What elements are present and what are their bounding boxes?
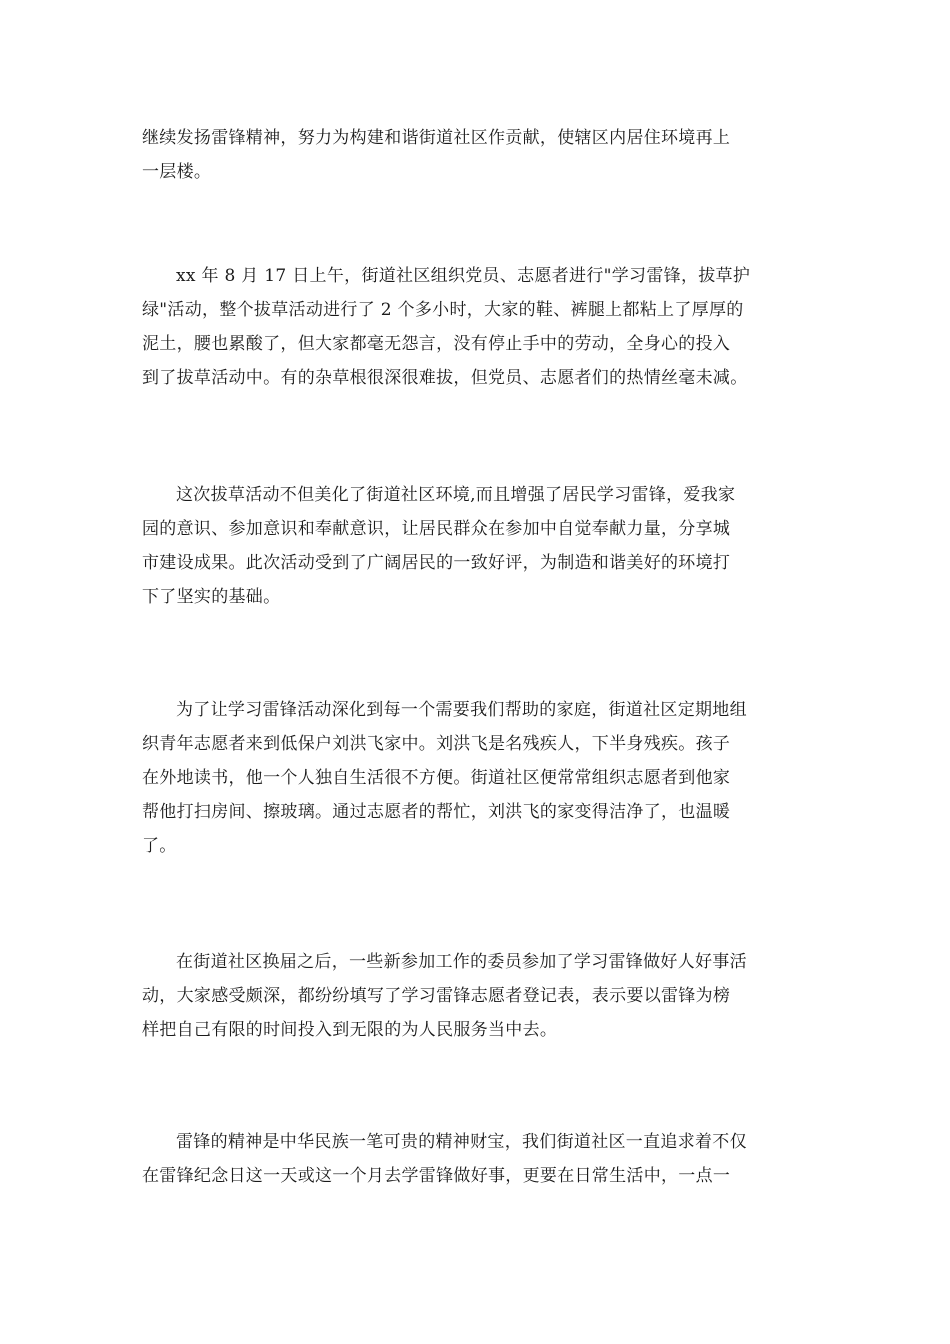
- paragraph-line: 下了坚实的基础。: [142, 587, 281, 607]
- paragraph-line: 一层楼。: [142, 162, 212, 182]
- paragraph-line: 在雷锋纪念日这一天或这一个月去学雷锋做好事，更要在日常生活中，一点一: [142, 1166, 731, 1186]
- paragraph-line: 在街道社区换届之后，一些新参加工作的委员参加了学习雷锋做好人好事活: [176, 952, 747, 972]
- paragraph-1: [142, 121, 810, 189]
- paragraph-line: 雷锋的精神是中华民族一笔可贵的精神财宝，我们街道社区一直追求着不仅: [176, 1132, 747, 1152]
- paragraph-line: xx 年 8 月 17 日上午，街道社区组织党员、志愿者进行"学习雷锋，拔草护: [176, 266, 751, 286]
- paragraph-line: 继续发扬雷锋精神，努力为构建和谐街道社区作贡献，使辖区内居住环境再上: [142, 128, 731, 148]
- paragraph-line: 样把自己有限的时间投入到无限的为人民服务当中去。: [142, 1020, 558, 1040]
- paragraph-5: [142, 945, 810, 1047]
- paragraph-line: 园的意识、参加意识和奉献意识，让居民群众在参加中自觉奉献力量，分享城: [142, 519, 731, 539]
- paragraph-line: 为了让学习雷锋活动深化到每一个需要我们帮助的家庭，街道社区定期地组: [176, 700, 747, 720]
- paragraph-line: 了。: [142, 836, 177, 856]
- paragraph-line: 动，大家感受颇深，都纷纷填写了学习雷锋志愿者登记表，表示要以雷锋为榜: [142, 986, 731, 1006]
- paragraph-line: 织青年志愿者来到低保户刘洪飞家中。刘洪飞是名残疾人，下半身残疾。孩子: [142, 734, 731, 754]
- paragraph-4: [142, 693, 810, 863]
- paragraph-line: 这次拔草活动不但美化了街道社区环境,而且增强了居民学习雷锋，爱我家: [176, 485, 736, 505]
- paragraph-line: 到了拔草活动中。有的杂草根很深很难拔，但党员、志愿者们的热情丝毫未减。: [142, 368, 748, 388]
- paragraph-line: 泥土，腰也累酸了，但大家都毫无怨言，没有停止手中的劳动，全身心的投入: [142, 334, 731, 354]
- paragraph-3: [142, 478, 810, 614]
- paragraph-line: 帮他打扫房间、擦玻璃。通过志愿者的帮忙，刘洪飞的家变得洁净了，也温暖: [142, 802, 731, 822]
- paragraph-line: 绿"活动，整个拔草活动进行了 2 个多小时，大家的鞋、裤腿上都粘上了厚厚的: [142, 300, 744, 320]
- paragraph-line: 市建设成果。此次活动受到了广阔居民的一致好评，为制造和谐美好的环境打: [142, 553, 731, 573]
- paragraph-6: [142, 1125, 810, 1193]
- paragraph-line: 在外地读书，他一个人独自生活很不方便。街道社区便常常组织志愿者到他家: [142, 768, 731, 788]
- paragraph-2: [142, 259, 810, 395]
